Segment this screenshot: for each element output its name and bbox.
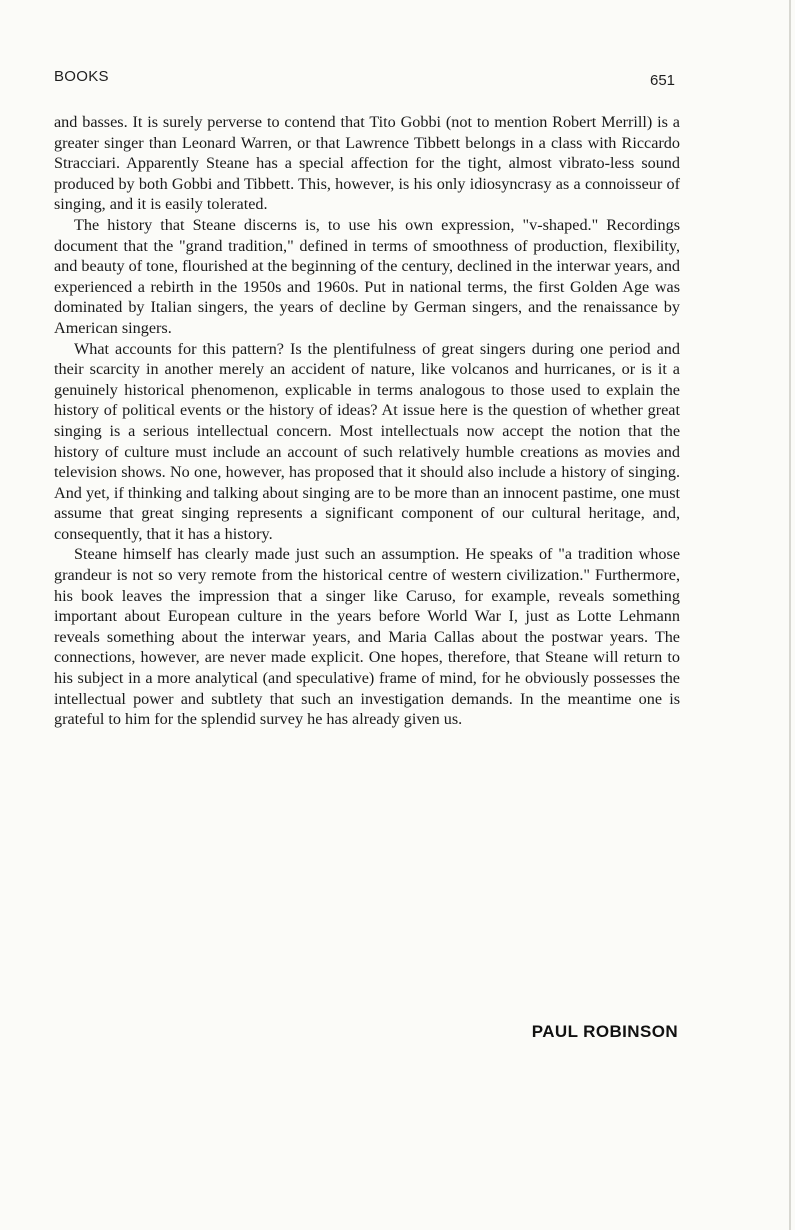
page-edge — [789, 0, 791, 1230]
running-head: BOOKS — [54, 68, 109, 85]
author-signature: PAUL ROBINSON — [531, 1022, 678, 1041]
review-body — [54, 112, 680, 730]
page-number: 651 — [650, 72, 676, 89]
paragraph: Steane himself has clearly made just such an assumption. He speaks of "a tradition whose grandeur is not so very remote from the historical centre of western civilization." Furthermore, his book leaves the impression that a singer like Caruso, for example, reveals something important about European culture in the years before World War I, just as Lotte Lehmann reveals something about the interwar years, and Maria Callas about the postwar years. The connections, however, are never made explicit. One hopes, therefore, that Steane will return to his subject in a more analytical (and speculative) frame of mind, for he obviously possesses the intellectual power and subtlety that such an investigation demands. In the meantime one is grateful to him for the splendid survey he has already given us. — [54, 545, 680, 729]
paragraph: The history that Steane discerns is, to use his own expression, "v-shaped." Recordings document that the "grand tradition," defined in terms of smoothness of production, flexibility, and beauty of tone, flourished at the beginning of the century, declined in the interwar years, and experienced a rebirth in the 1950s and 1960s. Put in national terms, the first Golden Age was dominated by Italian singers, the years of decline by German singers, and the renaissance by American singers. — [54, 215, 681, 337]
paragraph: What accounts for this pattern? Is the plentifulness of great singers during one period and their scarcity in another merely an accident of nature, like volcanos and hurricanes, or is it a genuinely historical phenomenon, explicable in terms analogous to those used to explain the history of political events or the history of ideas? At issue here is the question of whether great singing is a serious intellectual concern. Most intellectuals now accept the notion that the history of culture must include an account of such relatively humble creations as movies and television shows. No one, however, has proposed that it should also include a history of singing. And yet, if thinking and talking about singing are to be more than an innocent pastime, one must assume that great singing represents a significant component of our cultural heritage, and, consequently, that it has a history. — [54, 339, 680, 543]
paragraph-continued: and basses. It is surely perverse to contend that Tito Gobbi (not to mention Robert Merrill) is a greater singer than Leonard Warren, or that Lawrence Tibbett belongs in a class with Riccardo Stracciari. Apparently Steane has a special affection for the tight, almost vibrato-less sound produced by both Gobbi and Tibbett. This, however, is his only idiosyncrasy as a connoisseur of singing, and it is easily tolerated. — [54, 113, 680, 214]
